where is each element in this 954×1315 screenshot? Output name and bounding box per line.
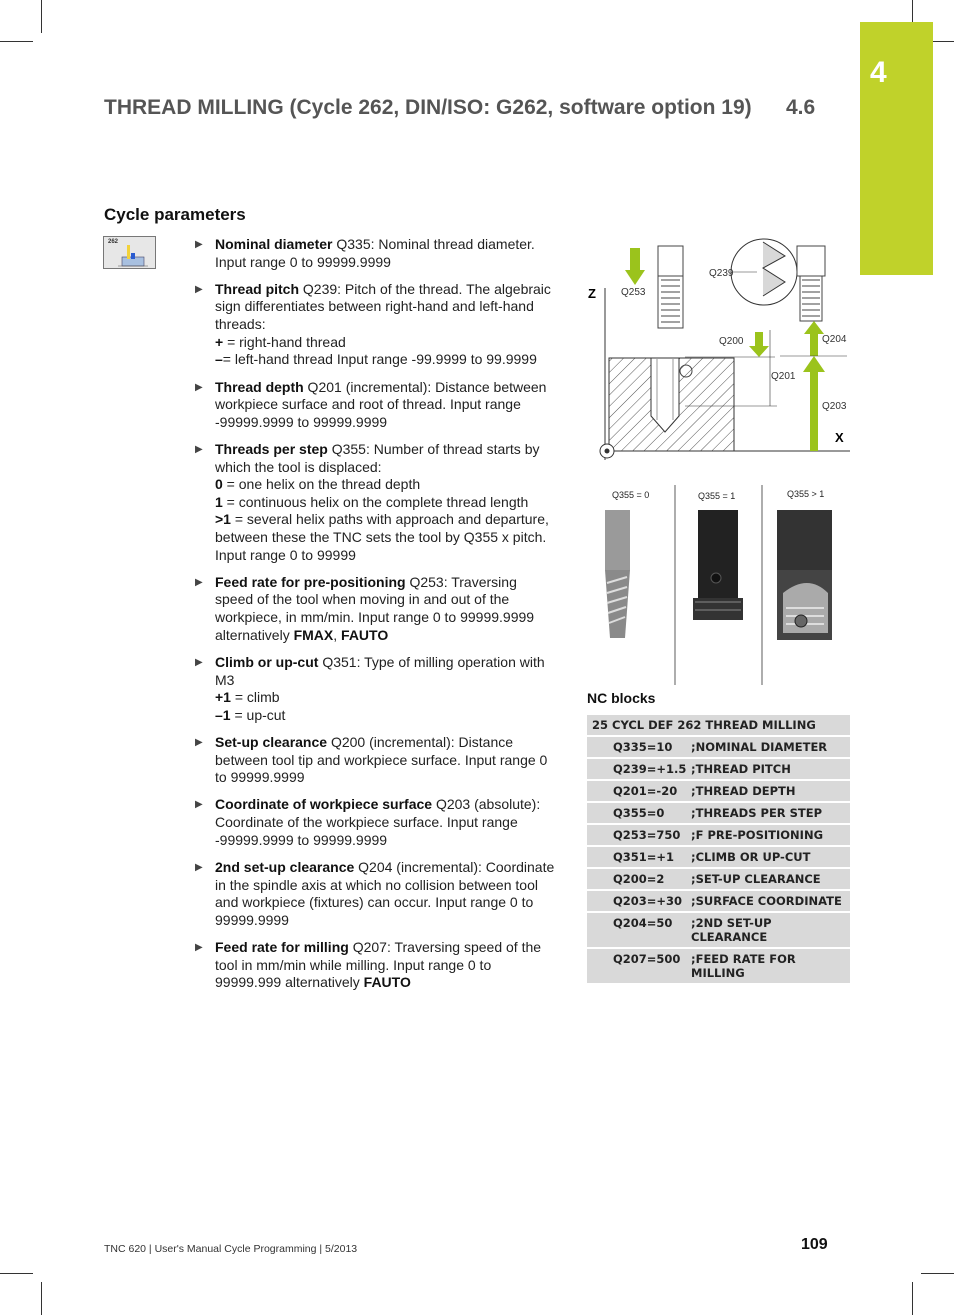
nc-parameter: Q355=0	[587, 803, 687, 823]
parameter-description: Q203 (absolute): Coordinate of the workpiece surface. Input range -99999.9999 to 99999.9999	[215, 796, 541, 848]
q253-arrow	[625, 270, 645, 285]
parameter-term: Nominal diameter	[215, 236, 333, 252]
page-title: THREAD MILLING (Cycle 262, DIN/ISO: G262, software option 19)	[104, 96, 752, 119]
parameter-option-text: = right-hand thread	[223, 333, 346, 350]
nc-comment: ;2ND SET-UP CLEARANCE	[687, 913, 850, 947]
nc-parameter: Q201=-20	[587, 781, 687, 801]
nc-comment: ;FEED RATE FOR MILLING	[687, 949, 850, 983]
q204-label: Q204	[822, 334, 847, 345]
nc-block-row	[587, 803, 850, 823]
parameter-item	[195, 441, 557, 564]
x-axis-label: X	[835, 430, 844, 445]
chapter-number: 4	[870, 56, 887, 89]
q355-1-label: Q355 = 1	[698, 491, 736, 501]
parameter-item	[195, 281, 557, 369]
parameter-term: Set-up clearance	[215, 733, 328, 750]
z-axis-label: Z	[588, 286, 596, 301]
parameter-list	[195, 236, 557, 1001]
nc-parameter: Q351=+1	[587, 847, 687, 867]
thread-mill-tool-retracted	[797, 246, 825, 276]
parameter-item	[195, 734, 557, 787]
nc-blocks-heading: NC blocks	[587, 690, 656, 706]
parameter-term: Feed rate for milling	[215, 938, 349, 955]
parameter-item	[195, 796, 557, 849]
q204-arrow	[804, 321, 824, 334]
bullet-arrow-icon: ▶	[195, 799, 203, 811]
bullet-arrow-icon: ▶	[195, 283, 203, 295]
tool-photo-continuous-helix	[693, 510, 743, 620]
cycle-parameters-heading: Cycle parameters	[104, 205, 246, 224]
parameter-keyword: FMAX	[293, 626, 334, 643]
parameter-term: Coordinate of workpiece surface	[215, 796, 433, 813]
nc-parameter: Q253=750	[587, 825, 687, 845]
nc-block-row	[587, 847, 850, 867]
parameter-option-key: 0	[215, 476, 223, 493]
parameter-term: Feed rate for pre-positioning	[215, 573, 406, 590]
nc-block-row	[587, 913, 850, 947]
nc-parameter: Q239=+1.5	[587, 759, 687, 779]
parameter-term: Threads per step	[215, 441, 328, 457]
parameter-option-text: = several helix paths with approach and departure, between these the TNC sets the tool by Q355 x pitch. Input range 0 to 99999	[215, 511, 549, 563]
parameter-description: Q355: Number of thread starts by which the tool is displaced:	[215, 441, 540, 475]
crop-mark	[921, 1273, 954, 1274]
nc-comment: ;F PRE-POSITIONING	[687, 825, 850, 845]
parameter-term: Thread depth	[215, 378, 304, 395]
bullet-arrow-icon: ▶	[195, 736, 203, 748]
parameter-option-text: = up-cut	[230, 706, 286, 723]
bullet-arrow-icon: ▶	[195, 381, 203, 393]
parameter-option-text: = climb	[230, 689, 280, 706]
nc-block-row	[587, 949, 850, 983]
bullet-arrow-icon: ▶	[195, 656, 203, 668]
parameter-option-key: –	[215, 351, 223, 368]
nc-parameter: Q203=+30	[587, 891, 687, 911]
parameter-description: Q204 (incremental): Coordinate in the spindle axis at which no collision between tool and workpiece (fixtures) can occur. Input range 0 to 99999.9999	[215, 858, 555, 928]
crop-mark	[41, 0, 42, 33]
softkey-graphic-icon	[104, 237, 155, 268]
q200-arrow	[749, 346, 769, 357]
parameter-item	[195, 654, 557, 724]
nc-comment: ;THREAD DEPTH	[687, 781, 850, 801]
parameter-option-key: 1	[215, 493, 223, 510]
crop-mark	[0, 1273, 33, 1274]
bullet-arrow-icon: ▶	[195, 239, 203, 250]
parameter-description: Q253: Traversing speed of the tool when moving in and out of the workpiece, in mm/min. Input range 0 to 99999.9999 alternatively	[215, 573, 535, 643]
crop-mark	[912, 1282, 913, 1315]
nc-block-row	[587, 891, 850, 911]
parameter-description: Q207: Traversing speed of the tool in mm/min while milling. Input range 0 to 99999.999 alternatively	[215, 938, 542, 991]
bullet-arrow-icon: ▶	[195, 444, 203, 455]
parameter-item	[195, 859, 557, 929]
parameter-term: Climb or up-cut	[215, 653, 319, 670]
parameter-option-key: +1	[215, 689, 231, 706]
parameter-option-key: >1	[215, 511, 231, 528]
parameter-option-text: = continuous helix on the complete thread length	[222, 493, 529, 510]
nc-comment: ;SURFACE COORDINATE	[687, 891, 850, 911]
nc-comment: ;NOMINAL DIAMETER	[687, 737, 850, 757]
parameter-separator: ,	[333, 626, 342, 643]
parameter-option-key: +	[215, 333, 224, 350]
nc-block-row	[587, 781, 850, 801]
nc-comment: ;CLIMB OR UP-CUT	[687, 847, 850, 867]
parameter-description: Q200 (incremental): Distance between tool tip and workpiece surface. Input range 0 to 99999.9999	[215, 733, 548, 786]
q203-arrow	[803, 356, 825, 372]
nc-block-row	[587, 759, 850, 779]
nc-parameter: Q200=2	[587, 869, 687, 889]
footer-manual-info: TNC 620 | User's Manual Cycle Programming | 5/2013	[104, 1243, 358, 1255]
bullet-arrow-icon: ▶	[195, 576, 203, 588]
nc-block-row	[587, 869, 850, 889]
softkey-label: 262	[108, 239, 119, 245]
q203-label: Q203	[822, 401, 847, 412]
q355-gt1-label: Q355 > 1	[787, 489, 825, 499]
nc-comment: ;THREAD PITCH	[687, 759, 850, 779]
nc-comment: ;THREADS PER STEP	[687, 803, 850, 823]
parameter-option-text: = left-hand thread Input range -99.9999 to 99.9999	[222, 351, 537, 368]
nc-block-header-row	[587, 715, 850, 735]
parameter-keyword: FAUTO	[363, 974, 411, 991]
q253-label: Q253	[621, 287, 646, 298]
parameter-option-text: = one helix on the thread depth	[222, 476, 421, 493]
nc-block-header: 25 CYCL DEF 262 THREAD MILLING	[587, 715, 850, 735]
tool-photo-multi-helix	[777, 510, 832, 640]
q201-label: Q201	[771, 371, 796, 382]
parameter-option-key: –1	[215, 706, 231, 723]
parameter-term: Thread pitch	[215, 280, 300, 297]
page-number: 109	[801, 1236, 828, 1253]
parameter-description: Q201 (incremental): Distance between workpiece surface and root of thread. Input range -99999.9999 to 99999.9999	[215, 378, 547, 430]
q355-0-label: Q355 = 0	[612, 490, 650, 500]
parameter-keyword: FAUTO	[341, 626, 389, 643]
parameter-description: Q335: Nominal thread diameter. Input range 0 to 99999.9999	[215, 236, 535, 270]
nc-blocks-table	[587, 713, 850, 985]
section-number: 4.6	[786, 96, 816, 119]
tool-photo-single-helix	[605, 510, 630, 638]
parameter-description: Q351: Type of milling operation with M3	[215, 653, 545, 688]
bullet-arrow-icon: ▶	[195, 861, 203, 873]
nc-block-row	[587, 825, 850, 845]
q200-label: Q200	[719, 336, 744, 347]
nc-block-row	[587, 737, 850, 757]
q239-label: Q239	[709, 268, 734, 279]
bullet-arrow-icon: ▶	[195, 941, 203, 953]
thread-mill-tool	[658, 246, 683, 276]
cycle-262-softkey	[103, 236, 156, 269]
parameter-item	[195, 574, 557, 644]
parameter-description: Q239: Pitch of the thread. The algebraic sign differentiates between right-hand and left-hand threads:	[215, 280, 551, 333]
thread-milling-diagram	[585, 238, 855, 688]
parameter-item	[195, 939, 557, 992]
crop-mark	[0, 41, 33, 42]
nc-parameter: Q207=500	[587, 949, 687, 983]
nc-parameter: Q204=50	[587, 913, 687, 947]
parameter-term: 2nd set-up clearance	[215, 858, 355, 875]
nc-comment: ;SET-UP CLEARANCE	[687, 869, 850, 889]
parameter-item	[195, 236, 557, 271]
crop-mark	[41, 1282, 42, 1315]
drilled-hole	[651, 358, 679, 432]
nc-parameter: Q335=10	[587, 737, 687, 757]
parameter-item	[195, 379, 557, 432]
